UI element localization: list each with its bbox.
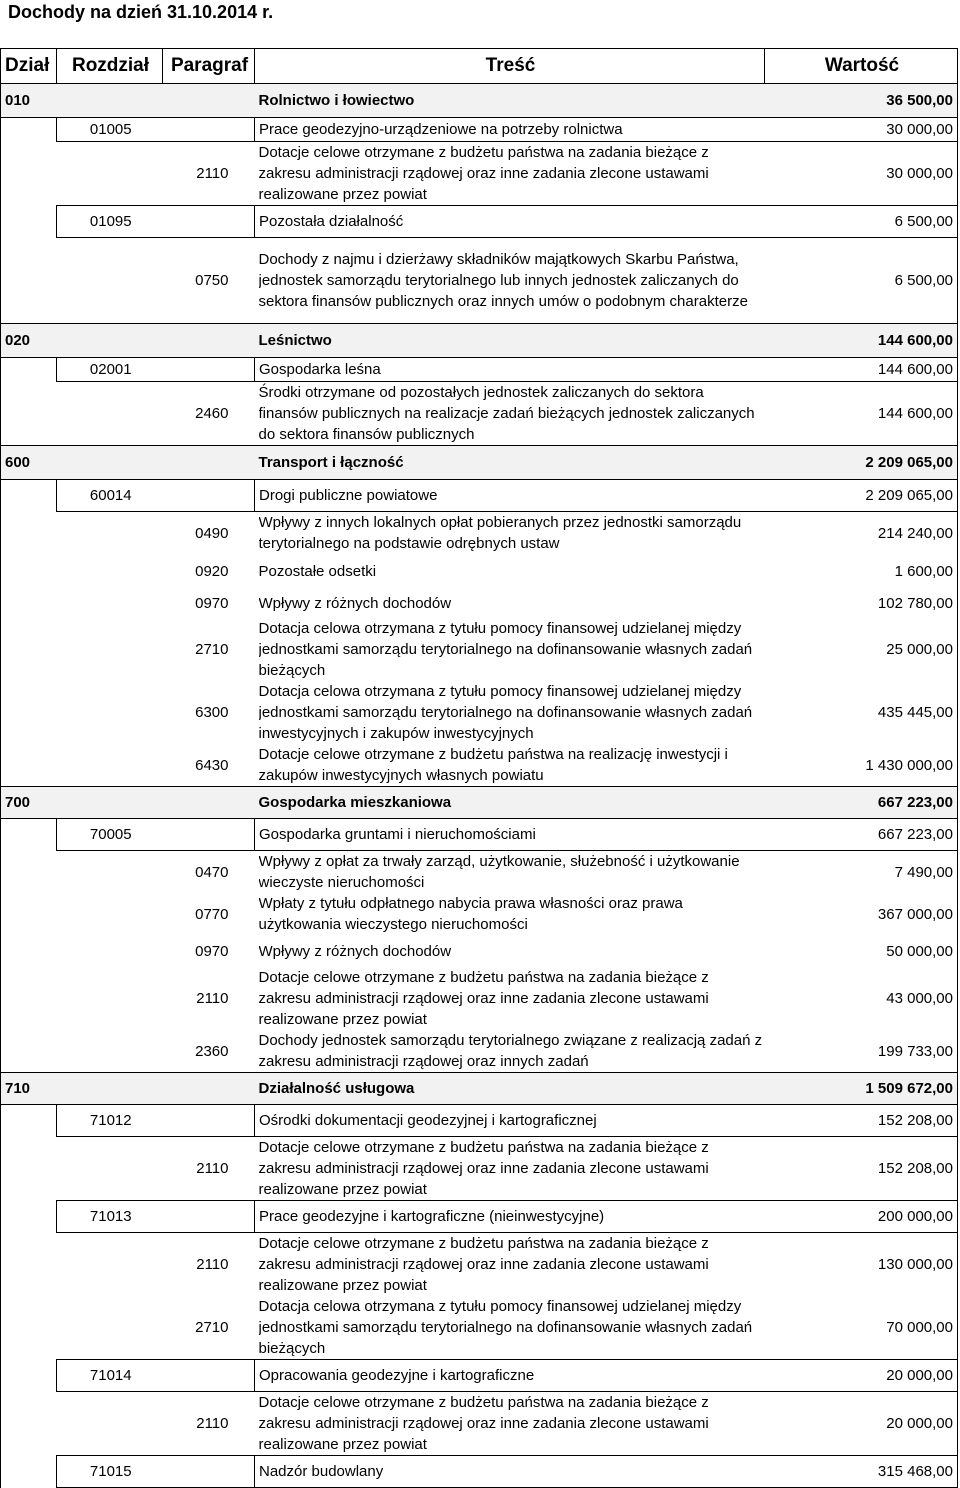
empty-cell — [57, 1073, 163, 1105]
rozdzial-code: 02001 — [57, 358, 163, 382]
paragraf-row — [1, 382, 958, 446]
paragraf-amount: 20 000,00 — [765, 1392, 958, 1456]
rozdzial-code: 71014 — [57, 1360, 163, 1392]
dzial-name: Leśnictwo — [255, 324, 765, 358]
dzial-code: 600 — [1, 446, 57, 480]
rozdzial-code: 70005 — [57, 819, 163, 851]
rozdzial-code: 71015 — [57, 1456, 163, 1488]
paragraf-amount: 43 000,00 — [765, 967, 958, 1030]
rozdzial-amount: 20 000,00 — [765, 1360, 958, 1392]
paragraf-row — [1, 1137, 958, 1201]
dzial-amount: 667 223,00 — [765, 787, 958, 819]
paragraf-description — [255, 554, 765, 588]
table-header-row — [1, 49, 958, 84]
paragraf-amount: 102 780,00 — [765, 588, 958, 618]
empty-cell — [57, 554, 163, 588]
empty-cell — [163, 1360, 255, 1392]
empty-cell — [1, 1201, 57, 1233]
empty-cell — [1, 1296, 57, 1360]
rozdzial-row — [1, 206, 958, 238]
paragraf-code: 0770 — [195, 905, 229, 923]
rozdzial-row — [1, 480, 958, 512]
rozdzial-row — [1, 358, 958, 382]
paragraf-description-text: Dotacje celowe otrzymane z budżetu państwa na realizację inwestycji i zakupów inwestycyjnych własnych powiatu — [258, 746, 728, 784]
empty-cell — [163, 787, 255, 819]
rozdzial-row — [1, 1360, 958, 1392]
rozdzial-amount: 30 000,00 — [765, 118, 958, 142]
dzial-row — [1, 787, 958, 819]
empty-cell — [1, 744, 57, 787]
paragraf-description-text: Dochody z najmu i dzierżawy składników majątkowych Skarbu Państwa, jednostek samorządu terytorialnego lub innych jednostek zaliczanych do sektora finansów publicznych oraz innych umów o podobnym charakterze — [258, 251, 748, 310]
table-body — [1, 84, 958, 1488]
dzial-row — [1, 84, 958, 118]
empty-cell — [1, 554, 57, 588]
dzial-code: 020 — [1, 324, 57, 358]
paragraf-amount: 6 500,00 — [765, 238, 958, 324]
dzial-amount: 144 600,00 — [765, 324, 958, 358]
empty-cell — [163, 1073, 255, 1105]
paragraf-amount: 7 490,00 — [765, 851, 958, 894]
empty-cell — [57, 588, 163, 618]
empty-cell — [57, 142, 163, 206]
paragraf-row — [1, 512, 958, 555]
rozdzial-code: 01005 — [57, 118, 163, 142]
empty-cell — [57, 787, 163, 819]
empty-cell — [1, 967, 57, 1030]
paragraf-row — [1, 1030, 958, 1073]
empty-cell — [1, 618, 57, 681]
paragraf-description-text: Wpływy z różnych dochodów — [258, 942, 452, 960]
empty-cell — [57, 851, 163, 894]
rozdzial-code: 60014 — [57, 480, 163, 512]
paragraf-row — [1, 1392, 958, 1456]
empty-cell — [57, 681, 163, 744]
empty-cell — [57, 1137, 163, 1201]
paragraf-description — [255, 142, 765, 206]
empty-cell — [1, 1360, 57, 1392]
paragraf-description — [255, 588, 765, 618]
empty-cell — [163, 358, 255, 382]
paragraf-description-text: Dotacje celowe otrzymane z budżetu państwa na zadania bieżące z zakresu administracji rządowej oraz inne zadania zlecone ustawami realizowane przez powiat — [258, 1235, 709, 1294]
revenue-table-container — [0, 48, 960, 1488]
paragraf-description — [255, 967, 765, 1030]
paragraf-code: 2110 — [196, 1415, 229, 1432]
rozdzial-code: 71013 — [57, 1201, 163, 1233]
empty-cell — [163, 324, 255, 358]
empty-cell — [57, 324, 163, 358]
dzial-code: 700 — [1, 787, 57, 819]
empty-cell — [1, 851, 57, 894]
paragraf-row — [1, 893, 958, 935]
paragraf-code: 2110 — [196, 1256, 229, 1273]
empty-cell — [1, 238, 57, 324]
rozdzial-row — [1, 819, 958, 851]
paragraf-code: 2110 — [196, 165, 229, 182]
paragraf-row — [1, 618, 958, 681]
paragraf-amount: 25 000,00 — [765, 618, 958, 681]
paragraf-row — [1, 935, 958, 967]
empty-cell — [57, 744, 163, 787]
empty-cell — [57, 1030, 163, 1073]
paragraf-row — [1, 967, 958, 1030]
dzial-amount: 2 209 065,00 — [765, 446, 958, 480]
empty-cell — [57, 1392, 163, 1456]
empty-cell — [57, 618, 163, 681]
paragraf-description — [255, 681, 765, 744]
empty-cell — [1, 1137, 57, 1201]
paragraf-code: 0920 — [195, 562, 229, 580]
paragraf-description — [255, 851, 765, 894]
empty-cell — [1, 206, 57, 238]
paragraf-row — [1, 142, 958, 206]
paragraf-description — [255, 1233, 765, 1297]
empty-cell — [1, 512, 57, 555]
empty-cell — [163, 1105, 255, 1137]
paragraf-amount: 144 600,00 — [765, 382, 958, 446]
paragraf-description — [255, 1392, 765, 1456]
empty-cell — [1, 382, 57, 446]
rozdzial-name: Gospodarka leśna — [255, 358, 765, 382]
dzial-name: Gospodarka mieszkaniowa — [255, 787, 765, 819]
dzial-name: Rolnictwo i łowiectwo — [255, 84, 765, 118]
paragraf-amount: 199 733,00 — [765, 1030, 958, 1073]
paragraf-description-text: Wpłaty z tytułu odpłatnego nabycia prawa własności oraz prawa użytkowania wieczystego nieruchomości — [258, 895, 683, 933]
paragraf-code: 0970 — [195, 594, 229, 612]
paragraf-code: 2360 — [195, 1042, 229, 1060]
dzial-row — [1, 324, 958, 358]
rozdzial-amount: 315 468,00 — [765, 1456, 958, 1488]
dzial-amount: 1 509 672,00 — [765, 1073, 958, 1105]
paragraf-description — [255, 893, 765, 935]
paragraf-row — [1, 681, 958, 744]
paragraf-description-text: Pozostałe odsetki — [258, 562, 377, 580]
rozdzial-code: 01095 — [57, 206, 163, 238]
empty-cell — [163, 1201, 255, 1233]
empty-cell — [1, 142, 57, 206]
paragraf-row — [1, 588, 958, 618]
header-wartosc: Wartość — [765, 49, 958, 84]
rozdzial-row — [1, 1201, 958, 1233]
empty-cell — [1, 819, 57, 851]
rozdzial-name: Gospodarka gruntami i nieruchomościami — [255, 819, 765, 851]
empty-cell — [57, 512, 163, 555]
paragraf-description — [255, 618, 765, 681]
rozdzial-name: Nadzór budowlany — [255, 1456, 765, 1488]
paragraf-code: 6430 — [195, 756, 229, 774]
empty-cell — [57, 1233, 163, 1297]
paragraf-row — [1, 238, 958, 324]
empty-cell — [1, 1456, 57, 1488]
rozdzial-amount: 200 000,00 — [765, 1201, 958, 1233]
paragraf-amount: 1 600,00 — [765, 554, 958, 588]
paragraf-description — [255, 1030, 765, 1073]
paragraf-amount: 367 000,00 — [765, 893, 958, 935]
paragraf-amount: 214 240,00 — [765, 512, 958, 555]
empty-cell — [57, 967, 163, 1030]
dzial-name: Transport i łączność — [255, 446, 765, 480]
paragraf-description — [255, 935, 765, 967]
empty-cell — [1, 480, 57, 512]
paragraf-description — [255, 744, 765, 787]
header-dzial: Dział — [1, 49, 57, 84]
empty-cell — [163, 446, 255, 480]
paragraf-amount: 50 000,00 — [765, 935, 958, 967]
paragraf-row — [1, 554, 958, 588]
rozdzial-amount: 152 208,00 — [765, 1105, 958, 1137]
rozdzial-code: 71012 — [57, 1105, 163, 1137]
empty-cell — [57, 935, 163, 967]
rozdzial-name: Opracowania geodezyjne i kartograficzne — [255, 1360, 765, 1392]
empty-cell — [1, 1233, 57, 1297]
header-paragraf: Paragraf — [163, 49, 255, 84]
paragraf-description — [255, 512, 765, 555]
paragraf-row — [1, 744, 958, 787]
paragraf-description-text: Dotacja celowa otrzymana z tytułu pomocy finansowej udzielanej między jednostkami samorządu terytorialnego na dofinansowanie własnych zadań inwestycyjnych i zakupów inwestycyjnych — [258, 683, 753, 742]
dzial-amount: 36 500,00 — [765, 84, 958, 118]
paragraf-description-text: Dotacje celowe otrzymane z budżetu państwa na zadania bieżące z zakresu administracji rządowej oraz inne zadania zlecone ustawami realizowane przez powiat — [258, 144, 709, 203]
empty-cell — [57, 238, 163, 324]
dzial-code: 710 — [1, 1073, 57, 1105]
paragraf-description-text: Dotacja celowa otrzymana z tytułu pomocy finansowej udzielanej między jednostkami samorządu terytorialnego na dofinansowanie własnych zadań bieżących — [258, 1298, 753, 1357]
dzial-row — [1, 1073, 958, 1105]
header-rozdzial: Rozdział — [57, 49, 163, 84]
paragraf-amount: 70 000,00 — [765, 1296, 958, 1360]
paragraf-description-text: Dotacje celowe otrzymane z budżetu państwa na zadania bieżące z zakresu administracji rządowej oraz inne zadania zlecone ustawami realizowane przez powiat — [258, 1139, 709, 1198]
paragraf-code: 2710 — [195, 1319, 229, 1336]
paragraf-amount: 30 000,00 — [765, 142, 958, 206]
rozdzial-amount: 144 600,00 — [765, 358, 958, 382]
rozdzial-row — [1, 118, 958, 142]
paragraf-row — [1, 1296, 958, 1360]
page-title: Dochody na dzień 31.10.2014 r. — [8, 2, 274, 22]
rozdzial-name: Pozostała działalność — [255, 206, 765, 238]
empty-cell — [57, 84, 163, 118]
rozdzial-amount: 2 209 065,00 — [765, 480, 958, 512]
empty-cell — [163, 819, 255, 851]
dzial-code: 010 — [1, 84, 57, 118]
paragraf-amount: 1 430 000,00 — [765, 744, 958, 787]
paragraf-amount: 130 000,00 — [765, 1233, 958, 1297]
paragraf-description-text: Dochody jednostek samorządu terytorialnego związane z realizacją zadań z zakresu administracji rządowej oraz innych zadań — [258, 1032, 763, 1070]
paragraf-amount: 152 208,00 — [765, 1137, 958, 1201]
paragraf-row — [1, 1233, 958, 1297]
paragraf-description-text: Dotacje celowe otrzymane z budżetu państwa na zadania bieżące z zakresu administracji rządowej oraz inne zadania zlecone ustawami realizowane przez powiat — [258, 1394, 709, 1453]
empty-cell — [57, 893, 163, 935]
paragraf-code: 2710 — [195, 641, 229, 658]
paragraf-code: 2110 — [196, 990, 229, 1007]
paragraf-description-text: Wpływy z różnych dochodów — [258, 594, 452, 612]
empty-cell — [1, 358, 57, 382]
paragraf-description-text: Wpływy z innych lokalnych opłat pobieranych przez jednostki samorządu terytorialnego na podstawie odrębnych ustaw — [258, 514, 742, 552]
header-tresc: Treść — [255, 49, 765, 84]
empty-cell — [57, 446, 163, 480]
paragraf-description-text: Dotacje celowe otrzymane z budżetu państwa na zadania bieżące z zakresu administracji rządowej oraz inne zadania zlecone ustawami realizowane przez powiat — [258, 969, 709, 1028]
empty-cell — [163, 118, 255, 142]
empty-cell — [57, 1296, 163, 1360]
empty-cell — [57, 382, 163, 446]
empty-cell — [1, 118, 57, 142]
paragraf-code: 0490 — [195, 524, 229, 542]
empty-cell — [163, 206, 255, 238]
dzial-row — [1, 446, 958, 480]
empty-cell — [1, 935, 57, 967]
empty-cell — [163, 1456, 255, 1488]
rozdzial-name: Drogi publiczne powiatowe — [255, 480, 765, 512]
rozdzial-amount: 667 223,00 — [765, 819, 958, 851]
paragraf-description-text: Dotacja celowa otrzymana z tytułu pomocy finansowej udzielanej między jednostkami samorządu terytorialnego na dofinansowanie własnych zadań bieżących — [258, 620, 753, 679]
empty-cell — [1, 588, 57, 618]
paragraf-description — [255, 238, 765, 324]
empty-cell — [1, 1392, 57, 1456]
paragraf-code: 0470 — [195, 863, 229, 881]
dzial-name: Działalność usługowa — [255, 1073, 765, 1105]
rozdzial-row — [1, 1456, 958, 1488]
rozdzial-amount: 6 500,00 — [765, 206, 958, 238]
paragraf-description — [255, 1296, 765, 1360]
paragraf-code: 0970 — [195, 942, 229, 960]
rozdzial-name: Prace geodezyjno-urządzeniowe na potrzeby rolnictwa — [255, 118, 765, 142]
empty-cell — [163, 480, 255, 512]
empty-cell — [1, 1030, 57, 1073]
paragraf-description-text: Wpływy z opłat za trwały zarząd, użytkowanie, służebność i użytkowanie wieczyste nieruchomości — [258, 853, 740, 891]
paragraf-row — [1, 851, 958, 894]
rozdzial-row — [1, 1105, 958, 1137]
empty-cell — [1, 681, 57, 744]
rozdzial-name: Prace geodezyjne i kartograficzne (nieinwestycyjne) — [255, 1201, 765, 1233]
rozdzial-name: Ośrodki dokumentacji geodezyjnej i kartograficznej — [255, 1105, 765, 1137]
empty-cell — [1, 893, 57, 935]
paragraf-code: 0750 — [195, 272, 229, 289]
paragraf-code: 2110 — [196, 1160, 229, 1177]
paragraf-code: 6300 — [195, 704, 229, 721]
empty-cell — [163, 84, 255, 118]
paragraf-amount: 435 445,00 — [765, 681, 958, 744]
revenue-table — [0, 48, 958, 1488]
paragraf-description-text: Środki otrzymane od pozostałych jednostek zaliczanych do sektora finansów publicznych na realizacje zadań bieżących jednostek zaliczanych do sektora finansów publicznych — [258, 384, 755, 443]
empty-cell — [1, 1105, 57, 1137]
paragraf-description — [255, 1137, 765, 1201]
paragraf-code: 2460 — [195, 405, 229, 422]
paragraf-description — [255, 382, 765, 446]
